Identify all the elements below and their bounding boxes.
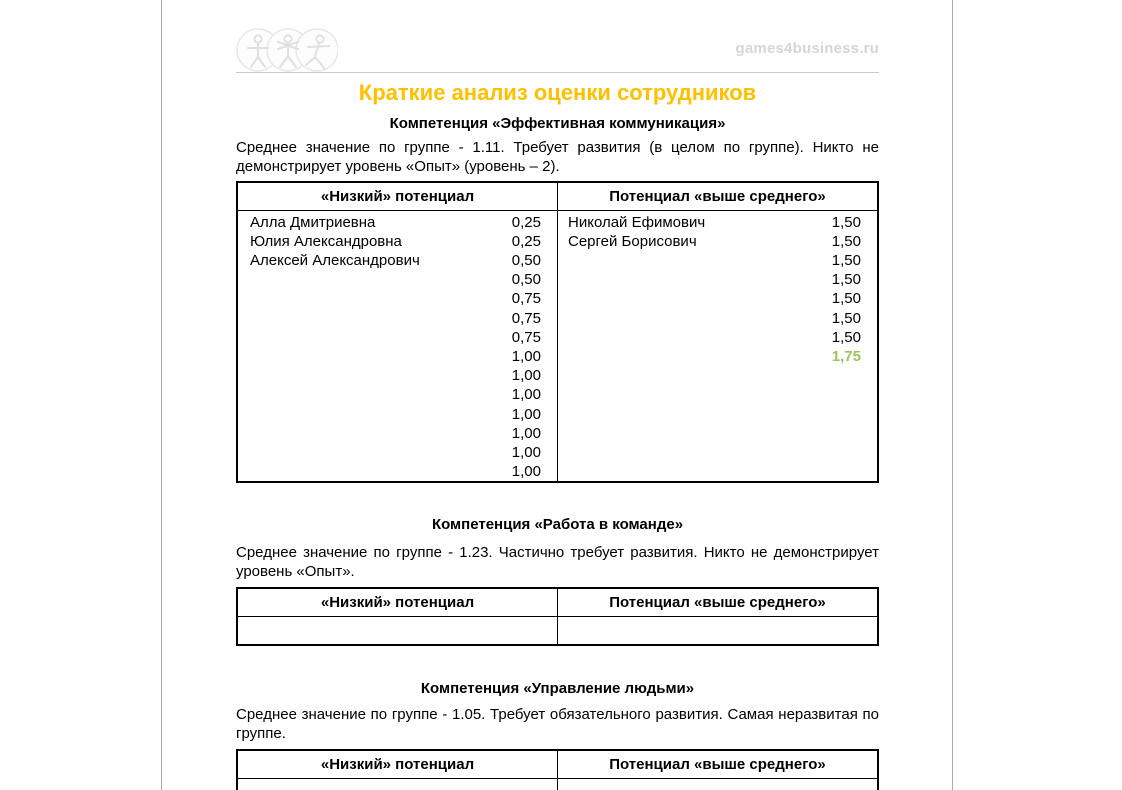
score-value: 0,25 xyxy=(511,232,541,250)
document-page xyxy=(161,0,953,790)
score-value: 1,00 xyxy=(511,405,541,423)
high-potential-cell xyxy=(558,616,879,645)
column-header-low-potential: «Низкий» потенциал xyxy=(237,182,558,210)
score-value: 0,75 xyxy=(511,328,541,346)
high-potential-cell xyxy=(558,778,879,790)
low-potential-names xyxy=(238,213,499,482)
score-value: 1,50 xyxy=(831,328,861,346)
section-summary: Среднее значение по группе - 1.23. Частично требует развития. Никто не демонстрирует уровень «Опыт». xyxy=(236,544,879,581)
score-value: 1,00 xyxy=(511,386,541,404)
low-values-list xyxy=(499,213,541,482)
low-potential-values xyxy=(499,213,557,482)
high-potential-names xyxy=(558,213,819,482)
score-value: 1,00 xyxy=(511,463,541,481)
score-value: 1,00 xyxy=(511,424,541,442)
low-potential-cell xyxy=(237,616,558,645)
low-potential-cell xyxy=(237,210,558,482)
potential-table-communication xyxy=(236,181,879,483)
score-value: 0,75 xyxy=(511,290,541,308)
column-header-low-potential: «Низкий» потенциал xyxy=(237,750,558,778)
score-value: 0,50 xyxy=(511,251,541,269)
column-header-high-potential: Потенциал «выше среднего» xyxy=(558,750,879,778)
high-potential-values xyxy=(819,213,877,482)
column-header-low-potential: «Низкий» потенциал xyxy=(237,588,558,616)
score-value: 1,50 xyxy=(831,251,861,269)
table-row xyxy=(237,210,878,482)
score-value: 0,25 xyxy=(511,213,541,231)
employee-name: Юлия Александровна xyxy=(250,232,402,250)
score-value: 1,50 xyxy=(831,309,861,327)
logo-icon xyxy=(236,27,338,73)
low-potential-cell xyxy=(237,778,558,790)
section-summary: Среднее значение по группе - 1.11. Требует развития (в целом по группе). Никто не демонстрирует уровень «Опыт» (уровень – 2). xyxy=(236,139,879,175)
score-value: 0,50 xyxy=(511,271,541,289)
column-header-high-potential: Потенциал «выше среднего» xyxy=(558,588,879,616)
employee-name: Сергей Борисович xyxy=(568,232,697,250)
page-title: Краткие анализ оценки сотрудников xyxy=(358,80,757,105)
potential-table-teamwork xyxy=(236,587,879,646)
score-value: 1,00 xyxy=(511,347,541,365)
high-potential-cell xyxy=(558,210,879,482)
section-heading-people-management: Компетенция «Управление людьми» xyxy=(420,680,695,698)
potential-table-people-management xyxy=(236,749,879,790)
site-url: games4business.ru xyxy=(735,40,879,57)
high-values-list xyxy=(819,213,861,347)
score-value-highlight: 1,75 xyxy=(831,347,861,365)
score-value: 1,00 xyxy=(511,443,541,461)
section-summary: Среднее значение по группе - 1.05. Требует обязательного развития. Самая неразвитая по группе. xyxy=(236,706,879,743)
score-value: 1,00 xyxy=(511,367,541,385)
score-value: 1,50 xyxy=(831,232,861,250)
score-value: 1,50 xyxy=(831,290,861,308)
page-header xyxy=(236,0,879,73)
score-value: 1,50 xyxy=(831,271,861,289)
section-heading-teamwork: Компетенция «Работа в команде» xyxy=(431,516,684,534)
score-value: 1,50 xyxy=(831,213,861,231)
employee-name: Алла Дмитриевна xyxy=(250,213,376,231)
section-heading-communication: Компетенция «Эффективная коммуникация» xyxy=(389,115,726,132)
employee-name: Николай Ефимович xyxy=(568,213,706,231)
column-header-high-potential: Потенциал «выше среднего» xyxy=(558,182,879,210)
score-value: 0,75 xyxy=(511,309,541,327)
table-row xyxy=(237,778,878,790)
employee-name: Алексей Александрович xyxy=(250,251,420,269)
table-row xyxy=(237,616,878,645)
